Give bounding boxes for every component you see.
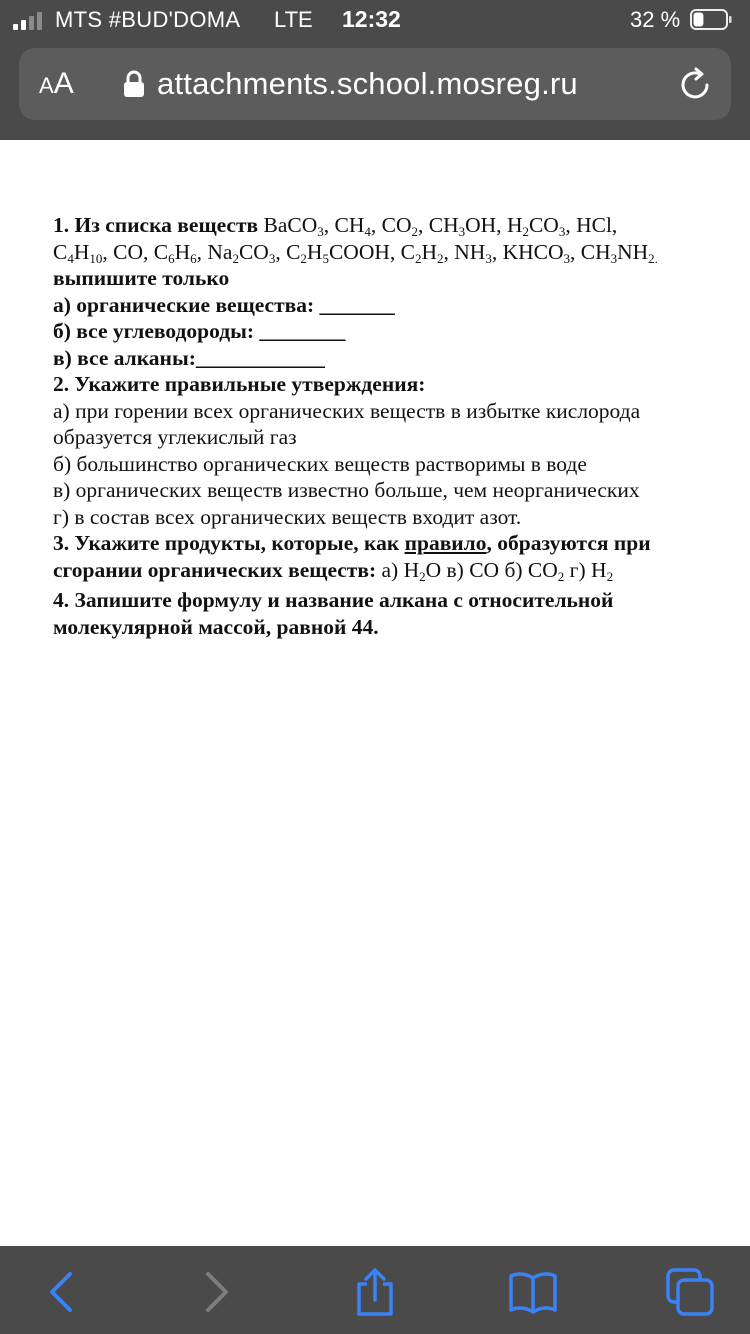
tabs-icon[interactable] — [664, 1268, 716, 1316]
formula-part: в) CO — [446, 557, 500, 582]
aa-large-letter: A — [53, 67, 74, 100]
q3-line1 — [53, 530, 713, 557]
q1-option-c: в) все алканы:____________ — [53, 345, 325, 370]
q1-line2 — [53, 239, 713, 266]
q3-underlined-word: правило — [404, 531, 487, 555]
formula-part: г) $H_2$ — [569, 557, 614, 584]
address-bar[interactable] — [19, 48, 731, 120]
formula-part: $H_2CO$ — [506, 213, 559, 239]
signal-strength-icon — [13, 12, 47, 30]
text-size-button[interactable] — [39, 66, 74, 102]
formula-part: $CH_4$, — [334, 213, 382, 239]
formula-part: $KHCO_3$, — [502, 239, 581, 266]
reload-icon[interactable] — [676, 66, 714, 104]
formula-part: $Na_2CO$ — [207, 239, 269, 266]
formula-part: $_6$, — [190, 239, 208, 266]
q1-formulas-line2 — [53, 240, 658, 264]
q4-line1: 4. Запишите формулу и название алкана с относительной — [53, 588, 614, 612]
network-type: LTE — [274, 7, 313, 32]
formula-part: $CO_2$, — [381, 213, 429, 239]
q1-formulas-line1 — [264, 213, 618, 237]
share-icon[interactable] — [349, 1268, 401, 1316]
url-text[interactable]: attachments.school.mosreg.ru — [157, 66, 578, 101]
formula-part: $_{10}$, CO, — [89, 239, 154, 266]
formula-part: $C_4H$ — [53, 239, 90, 266]
q2-option-a-line1: а) при горении всех органических веществ в избытке кислорода — [53, 398, 641, 423]
q2-option-c: в) органических веществ известно больше, чем неорганических — [53, 478, 640, 502]
bookmarks-icon[interactable] — [507, 1268, 559, 1316]
formula-part: $NH_3$, — [454, 239, 503, 266]
q2-option-a-line2: образуется углекислый газ — [53, 425, 297, 449]
forward-icon[interactable] — [190, 1268, 242, 1316]
document-content — [53, 212, 713, 640]
q3-part2: , образуются при — [486, 531, 651, 555]
q2-option-d: г) в состав всех органических веществ входит азот. — [53, 504, 522, 529]
lock-icon — [123, 70, 145, 98]
carrier-name: MTS #BUD'DOMA — [55, 7, 241, 32]
formula-part: $CH_3NH$ — [580, 239, 649, 266]
battery-icon — [690, 9, 732, 30]
formula-part: 2. — [648, 250, 658, 266]
formula-part: $_2$, — [437, 239, 455, 266]
browser-top-chrome — [0, 0, 750, 140]
aa-small-letter: A — [39, 73, 54, 98]
back-icon[interactable] — [34, 1268, 86, 1316]
q3-line2 — [53, 557, 713, 584]
battery-percent: 32 % — [630, 7, 681, 32]
q2-option-b: б) большинство органических веществ растворимы в воде — [53, 451, 587, 476]
status-time: 12:32 — [342, 6, 401, 32]
q1-option-a: а) органические вещества: _______ — [53, 292, 395, 317]
q1-instruction: выпишите только — [53, 266, 230, 290]
status-bar — [0, 0, 750, 40]
q2-title: 2. Укажите правильные утверждения: — [53, 372, 426, 396]
q3-answers — [382, 558, 614, 582]
formula-part: а) $H_2O$ — [381, 557, 442, 584]
formula-part: $CH_3OH$, — [428, 213, 507, 239]
formula-part: $_3$, — [268, 239, 287, 266]
formula-part: $_5$COOH, — [322, 239, 401, 266]
formula-part: $_3$, HCl, — [558, 213, 618, 239]
q1-option-b: б) все углеводороды: ________ — [53, 319, 346, 343]
formula-part: б) $CO_2$ — [504, 557, 565, 584]
q1-lead: 1. Из списка веществ — [53, 213, 259, 237]
formula-part: BaCO$_3$, — [263, 213, 335, 239]
formula-part: $C_2H$ — [286, 239, 323, 266]
q4-line2: молекулярной массой, равной 44. — [53, 614, 379, 639]
q3-line2-text: сгорании органических веществ: — [53, 557, 377, 582]
formula-part: $C_6H$ — [153, 239, 191, 266]
q3-part1: 3. Укажите продукты, которые, как — [53, 531, 405, 555]
formula-part: $C_2H$ — [400, 239, 437, 266]
q1-line1 — [53, 212, 713, 239]
browser-bottom-toolbar — [0, 1246, 750, 1334]
